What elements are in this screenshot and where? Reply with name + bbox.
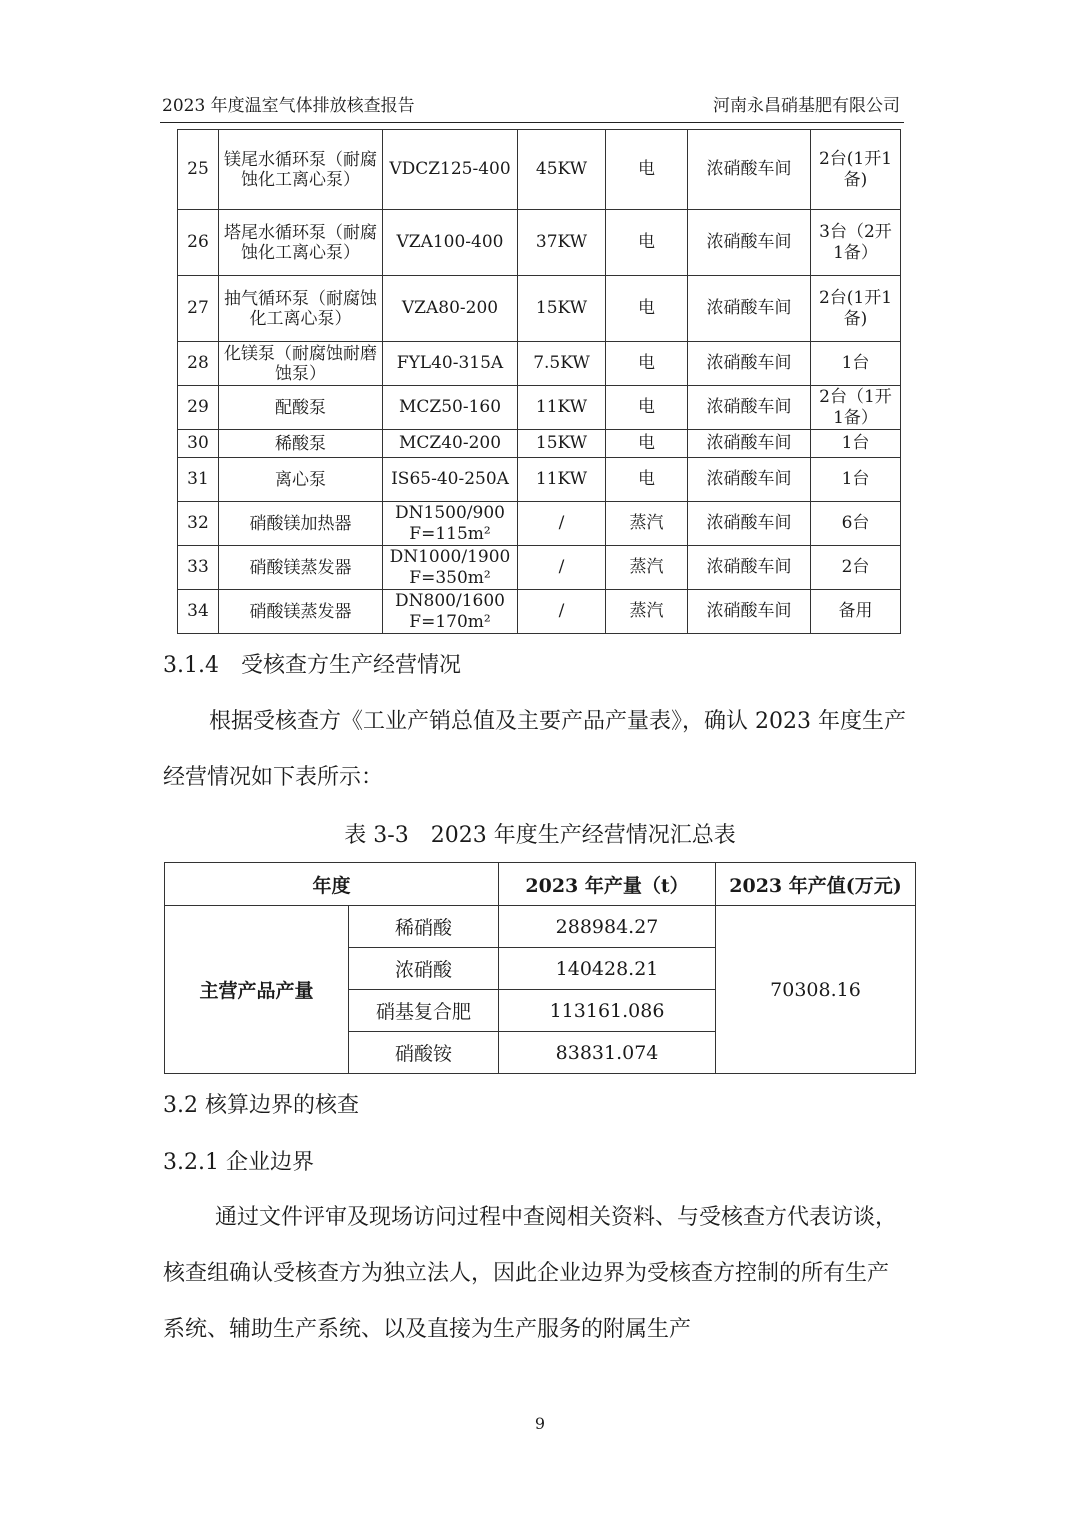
section-3-2-1-paragraph: 通过文件评审及现场访问过程中查阅相关资料、与受核查方代表访谈，核查组确认受核查方为独立法人，因此企业边界为受核查方控制的所有生产系统、辅助生产系统、以及直接为生产服务的附属生产 bbox=[163, 1205, 898, 1342]
product-output: 113161.086 bbox=[499, 990, 716, 1032]
workshop: 浓硝酸车间 bbox=[688, 546, 811, 590]
equipment-row bbox=[178, 590, 901, 634]
quantity: 3台（2开1备） bbox=[811, 210, 901, 276]
equipment-row bbox=[178, 386, 901, 430]
quantity: 2台 bbox=[811, 546, 901, 590]
equipment-model bbox=[383, 458, 518, 502]
table-3-3-caption: 表 3-3 2023 年度生产经营情况汇总表 bbox=[344, 823, 736, 848]
col-year: 年度 bbox=[165, 863, 499, 906]
header-rule bbox=[160, 122, 904, 123]
equipment-row bbox=[178, 546, 901, 590]
model-code: VZA80-200 bbox=[401, 298, 499, 318]
col-value: 2023 年产值(万元) bbox=[716, 863, 916, 906]
equipment-power: 7.5KW bbox=[518, 342, 606, 386]
equipment-name: 化镁泵（耐腐蚀耐磨蚀泵） bbox=[219, 342, 383, 386]
model-code: VDCZ125-400 bbox=[389, 159, 511, 179]
equipment-model bbox=[383, 210, 518, 276]
row-number: 29 bbox=[178, 386, 219, 430]
equipment-power: / bbox=[518, 502, 606, 546]
col-output: 2023 年产量（t） bbox=[499, 863, 716, 906]
equipment-row bbox=[178, 276, 901, 342]
equipment-name: 抽气循环泵（耐腐蚀化工离心泵） bbox=[219, 276, 383, 342]
quantity: 6台 bbox=[811, 502, 901, 546]
equipment-power: 15KW bbox=[518, 276, 606, 342]
equipment-model bbox=[383, 430, 518, 458]
workshop: 浓硝酸车间 bbox=[688, 386, 811, 430]
row-number: 33 bbox=[178, 546, 219, 590]
energy-type: 蒸汽 bbox=[606, 546, 688, 590]
row-number: 28 bbox=[178, 342, 219, 386]
equipment-power: 11KW bbox=[518, 458, 606, 502]
model-code: MCZ50-160 bbox=[398, 397, 502, 417]
row-number: 26 bbox=[178, 210, 219, 276]
energy-type: 电 bbox=[606, 342, 688, 386]
energy-type: 电 bbox=[606, 210, 688, 276]
equipment-row bbox=[178, 130, 901, 210]
equipment-name: 配酸泵 bbox=[219, 386, 383, 430]
equipment-name: 离心泵 bbox=[219, 458, 383, 502]
product-name: 硝基复合肥 bbox=[349, 990, 499, 1032]
model-area: F=115m² bbox=[409, 523, 491, 544]
equipment-model bbox=[383, 590, 518, 634]
row-number: 30 bbox=[178, 430, 219, 458]
product-name: 硝酸铵 bbox=[349, 1032, 499, 1074]
workshop: 浓硝酸车间 bbox=[688, 590, 811, 634]
row-number: 27 bbox=[178, 276, 219, 342]
product-name: 浓硝酸 bbox=[349, 948, 499, 990]
product-output: 140428.21 bbox=[499, 948, 716, 990]
model-code: DN1500/900 bbox=[395, 502, 505, 523]
equipment-power: 15KW bbox=[518, 430, 606, 458]
equipment-power: / bbox=[518, 546, 606, 590]
workshop: 浓硝酸车间 bbox=[688, 276, 811, 342]
model-code: DN1000/1900 bbox=[389, 546, 511, 567]
energy-type: 电 bbox=[606, 458, 688, 502]
equipment-name: 硝酸镁蒸发器 bbox=[219, 590, 383, 634]
total-value: 70308.16 bbox=[716, 906, 916, 1074]
quantity: 2台（1开1备） bbox=[811, 386, 901, 430]
equipment-model bbox=[383, 386, 518, 430]
quantity: 备用 bbox=[811, 590, 901, 634]
energy-type: 电 bbox=[606, 430, 688, 458]
equipment-name: 硝酸镁加热器 bbox=[219, 502, 383, 546]
equipment-model bbox=[383, 502, 518, 546]
equipment-name: 稀酸泵 bbox=[219, 430, 383, 458]
equipment-power: 11KW bbox=[518, 386, 606, 430]
row-number: 31 bbox=[178, 458, 219, 502]
workshop: 浓硝酸车间 bbox=[688, 458, 811, 502]
product-name: 稀硝酸 bbox=[349, 906, 499, 948]
section-3-1-4-paragraph: 根据受核查方《工业产销总值及主要产品产量表》，确认 2023 年度生产经营情况如下表所示： bbox=[163, 709, 906, 790]
model-area: F=170m² bbox=[409, 611, 491, 632]
equipment-model bbox=[383, 546, 518, 590]
energy-type: 蒸汽 bbox=[606, 590, 688, 634]
equipment-name: 塔尾水循环泵（耐腐蚀化工离心泵） bbox=[219, 210, 383, 276]
workshop: 浓硝酸车间 bbox=[688, 342, 811, 386]
energy-type: 电 bbox=[606, 276, 688, 342]
section-3-1-4-heading: 3.1.4 受核查方生产经营情况 bbox=[163, 653, 461, 678]
section-3-2-heading: 3.2 核算边界的核查 bbox=[163, 1093, 359, 1118]
page-header bbox=[162, 88, 900, 116]
quantity: 1台 bbox=[811, 342, 901, 386]
section-3-2-1-heading: 3.2.1 企业边界 bbox=[163, 1150, 314, 1175]
production-header-row bbox=[165, 863, 916, 906]
workshop: 浓硝酸车间 bbox=[688, 502, 811, 546]
company-name: 河南永昌硝基肥有限公司 bbox=[713, 96, 900, 116]
equipment-row bbox=[178, 342, 901, 386]
equipment-row bbox=[178, 458, 901, 502]
production-row bbox=[165, 906, 916, 948]
production-table bbox=[164, 862, 916, 1074]
quantity: 1台 bbox=[811, 458, 901, 502]
equipment-model bbox=[383, 342, 518, 386]
quantity: 1台 bbox=[811, 430, 901, 458]
workshop: 浓硝酸车间 bbox=[688, 430, 811, 458]
equipment-power: / bbox=[518, 590, 606, 634]
equipment-model bbox=[383, 130, 518, 210]
equipment-row bbox=[178, 502, 901, 546]
equipment-name: 硝酸镁蒸发器 bbox=[219, 546, 383, 590]
model-code: VZA100-400 bbox=[396, 232, 504, 252]
row-number: 32 bbox=[178, 502, 219, 546]
model-code: DN800/1600 bbox=[395, 590, 505, 611]
row-number: 34 bbox=[178, 590, 219, 634]
equipment-table bbox=[177, 129, 901, 634]
product-output: 83831.074 bbox=[499, 1032, 716, 1074]
energy-type: 蒸汽 bbox=[606, 502, 688, 546]
workshop: 浓硝酸车间 bbox=[688, 130, 811, 210]
quantity: 2台(1开1备) bbox=[811, 130, 901, 210]
group-label: 主营产品产量 bbox=[165, 906, 349, 1074]
workshop: 浓硝酸车间 bbox=[688, 210, 811, 276]
model-area: F=350m² bbox=[409, 567, 491, 588]
page-number: 9 bbox=[534, 1414, 546, 1433]
equipment-power: 45KW bbox=[518, 130, 606, 210]
equipment-row bbox=[178, 430, 901, 458]
report-title: 2023 年度温室气体排放核查报告 bbox=[162, 96, 415, 116]
energy-type: 电 bbox=[606, 130, 688, 210]
product-output: 288984.27 bbox=[499, 906, 716, 948]
equipment-model bbox=[383, 276, 518, 342]
equipment-row bbox=[178, 210, 901, 276]
model-code: FYL40-315A bbox=[396, 353, 504, 373]
energy-type: 电 bbox=[606, 386, 688, 430]
model-code: MCZ40-200 bbox=[398, 433, 502, 453]
model-code: IS65-40-250A bbox=[391, 469, 509, 489]
row-number: 25 bbox=[178, 130, 219, 210]
equipment-name: 镁尾水循环泵（耐腐蚀化工离心泵） bbox=[219, 130, 383, 210]
quantity: 2台(1开1备) bbox=[811, 276, 901, 342]
equipment-power: 37KW bbox=[518, 210, 606, 276]
